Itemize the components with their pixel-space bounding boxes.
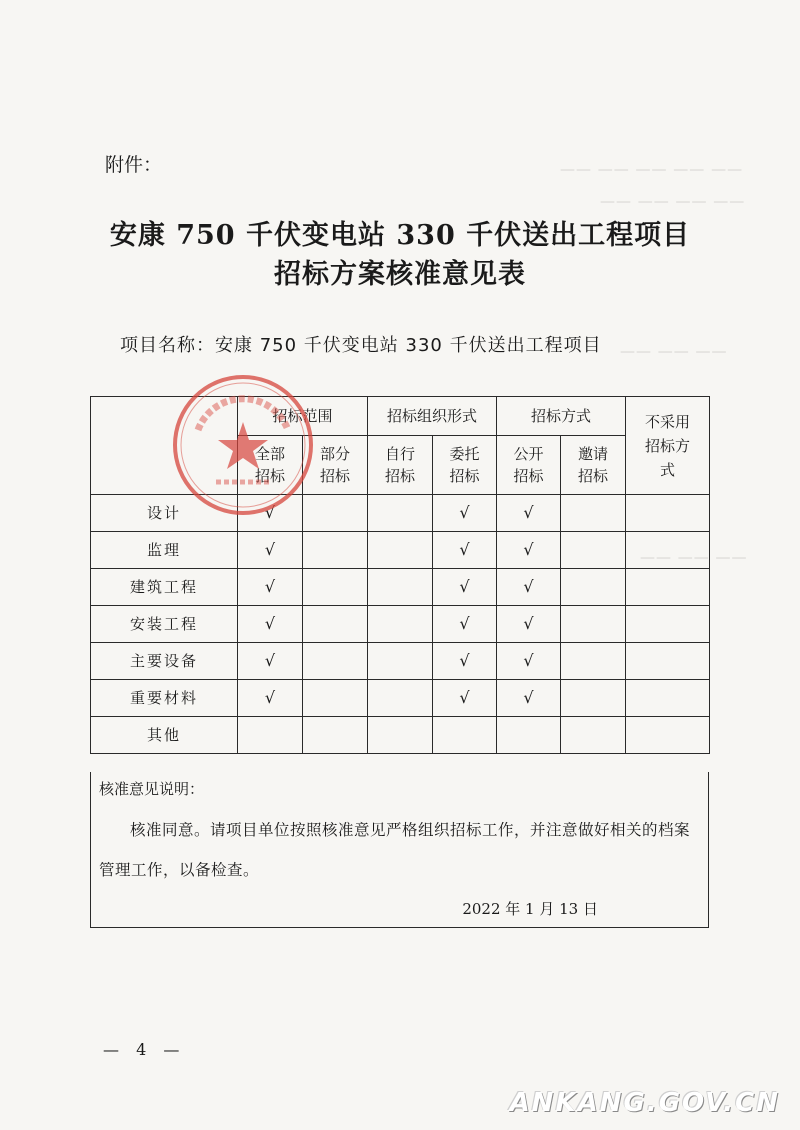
table-cell: √ [497,532,561,569]
header-no-bidding: 不采用招标方式 [626,397,710,495]
project-name: 安康 750 千伏变电站 330 千伏送出工程项目 [215,335,602,356]
row-label: 设计 [91,495,238,532]
header-organization: 招标组织形式 [368,397,497,436]
table-cell: √ [497,643,561,680]
table-cell [561,717,626,754]
table-cell [368,569,433,606]
table-cell [368,606,433,643]
table-cell [561,569,626,606]
table-cell [626,606,710,643]
table-cell: √ [238,532,303,569]
page-number: — 4 — [103,1040,186,1059]
table-cell [433,717,497,754]
bleed-through-line: —— —— —— —— —— [560,160,744,178]
table-cell: √ [238,643,303,680]
table-cell: √ [497,569,561,606]
row-label: 监理 [91,532,238,569]
table-row [91,532,710,569]
table-cell [303,532,368,569]
table-cell [303,680,368,717]
table-cell: √ [433,680,497,717]
table-row [91,569,710,606]
subheader-partial: 部分招标 [303,436,368,495]
table-cell: √ [238,680,303,717]
official-seal-stamp [168,370,318,520]
opinion-label: 核准意见说明： [99,780,205,798]
row-label: 安装工程 [91,606,238,643]
table-cell [238,717,303,754]
table-cell: √ [238,569,303,606]
table-row [91,643,710,680]
table-cell: √ [497,495,561,532]
subheader-full: 全部招标 [238,436,303,495]
header-scope: 招标范围 [238,397,368,436]
bleed-through-line: —— —— —— —— [600,192,746,210]
table-cell: √ [497,606,561,643]
subheader-entrusted: 委托招标 [433,436,497,495]
table-row [91,717,710,754]
row-label: 建筑工程 [91,569,238,606]
table-cell [626,717,710,754]
approval-opinion-box [90,772,709,928]
table-cell [626,680,710,717]
table-cell [561,495,626,532]
table-cell [303,569,368,606]
table-cell [368,643,433,680]
table-cell [626,495,710,532]
document-title-line-1: 安康 750 千伏变电站 330 千伏送出工程项目 [109,220,691,251]
bleed-through-line: —— —— —— [620,342,728,360]
table-cell [368,717,433,754]
row-label: 主要设备 [91,643,238,680]
site-watermark: ANKANG.GOV.CN [509,1088,780,1118]
row-label: 其他 [91,717,238,754]
table-cell [561,643,626,680]
bleed-through-line: —— —— —— [640,548,748,566]
opinion-text: 核准同意。请项目单位按照核准意见严格组织招标工作，并注意做好相关的档案管理工作，以备检查。 [99,821,691,879]
subheader-open: 公开招标 [497,436,561,495]
opinion-date: 2022 年 1 月 13 日 [462,900,598,918]
table-cell: √ [238,495,303,532]
attachment-label: 附件： [105,154,163,176]
table-cell [626,532,710,569]
table-cell: √ [497,680,561,717]
table-cell [561,606,626,643]
table-cell: √ [433,495,497,532]
project-name-line [120,331,602,357]
table-cell: √ [433,569,497,606]
table-cell: √ [433,532,497,569]
table-cell [497,717,561,754]
table-cell [626,569,710,606]
table-cell [368,532,433,569]
table-cell [368,495,433,532]
table-cell [303,606,368,643]
table-cell: √ [433,643,497,680]
table-cell [561,680,626,717]
subheader-self: 自行招标 [368,436,433,495]
table-cell [561,532,626,569]
row-label: 重要材料 [91,680,238,717]
document-title-line-2: 招标方案核准意见表 [274,259,526,290]
table-row [91,680,710,717]
subheader-invited: 邀请招标 [561,436,626,495]
header-method: 招标方式 [497,397,626,436]
table-cell [303,643,368,680]
table-cell: √ [238,606,303,643]
table-cell [626,643,710,680]
table-row [91,606,710,643]
table-cell [303,717,368,754]
table-cell [368,680,433,717]
table-cell: √ [433,606,497,643]
project-label: 项目名称： [120,335,215,356]
